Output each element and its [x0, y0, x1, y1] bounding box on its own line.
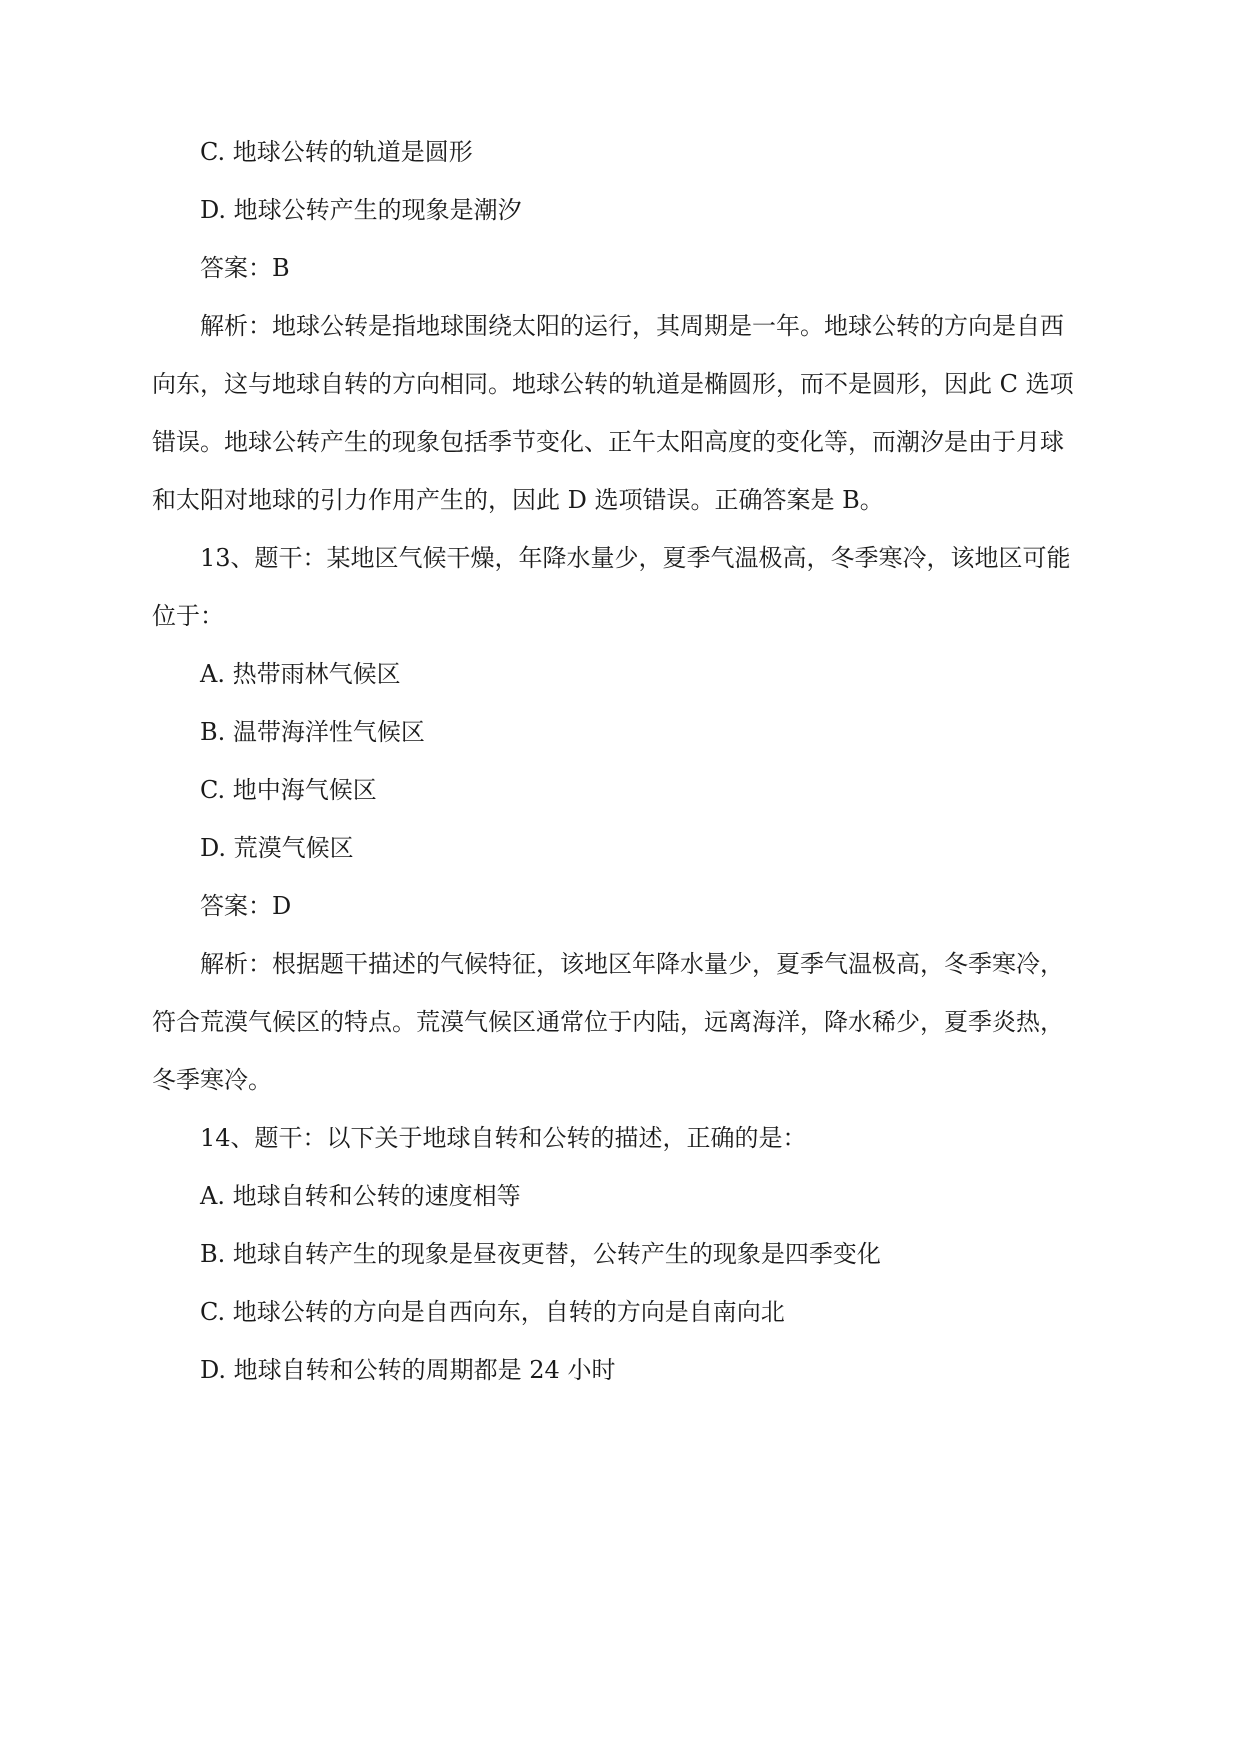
- explanation-q13-line1: 解析：根据题干描述的气候特征，该地区年降水量少，夏季气温极高，冬季寒冷，: [200, 950, 1064, 978]
- answer-q12: 答案：B: [200, 254, 290, 282]
- option-c-q13: C. 地中海气候区: [200, 776, 377, 804]
- option-c-q12: C. 地球公转的轨道是圆形: [200, 138, 473, 166]
- explanation-q12-line3: 错误。地球公转产生的现象包括季节变化、正午太阳高度的变化等，而潮汐是由于月球: [152, 428, 1064, 456]
- explanation-q13-line2: 符合荒漠气候区的特点。荒漠气候区通常位于内陆，远离海洋，降水稀少，夏季炎热，: [152, 1008, 1064, 1036]
- question-14-stem: 14、题干：以下关于地球自转和公转的描述，正确的是：: [200, 1124, 807, 1152]
- option-d-q14: D. 地球自转和公转的周期都是 24 小时: [200, 1356, 616, 1384]
- option-c-q14: C. 地球公转的方向是自西向东，自转的方向是自南向北: [200, 1298, 785, 1326]
- question-13-stem-line2: 位于：: [152, 602, 224, 630]
- option-d-q13: D. 荒漠气候区: [200, 834, 354, 862]
- answer-q13: 答案：D: [200, 892, 292, 920]
- option-a-q14: A. 地球自转和公转的速度相等: [200, 1182, 521, 1210]
- question-13-stem-line1: 13、题干：某地区气候干燥，年降水量少，夏季气温极高，冬季寒冷，该地区可能: [200, 544, 1071, 572]
- option-a-q13: A. 热带雨林气候区: [200, 660, 401, 688]
- explanation-q12-line4: 和太阳对地球的引力作用产生的，因此 D 选项错误。正确答案是 B。: [152, 486, 884, 514]
- option-b-q14: B. 地球自转产生的现象是昼夜更替，公转产生的现象是四季变化: [200, 1240, 881, 1268]
- explanation-q12-line2: 向东，这与地球自转的方向相同。地球公转的轨道是椭圆形，而不是圆形，因此 C 选项: [152, 370, 1074, 398]
- option-d-q12: D. 地球公转产生的现象是潮汐: [200, 196, 522, 224]
- explanation-q13-line3: 冬季寒冷。: [152, 1066, 272, 1094]
- option-b-q13: B. 温带海洋性气候区: [200, 718, 425, 746]
- explanation-q12-line1: 解析：地球公转是指地球围绕太阳的运行，其周期是一年。地球公转的方向是自西: [200, 312, 1064, 340]
